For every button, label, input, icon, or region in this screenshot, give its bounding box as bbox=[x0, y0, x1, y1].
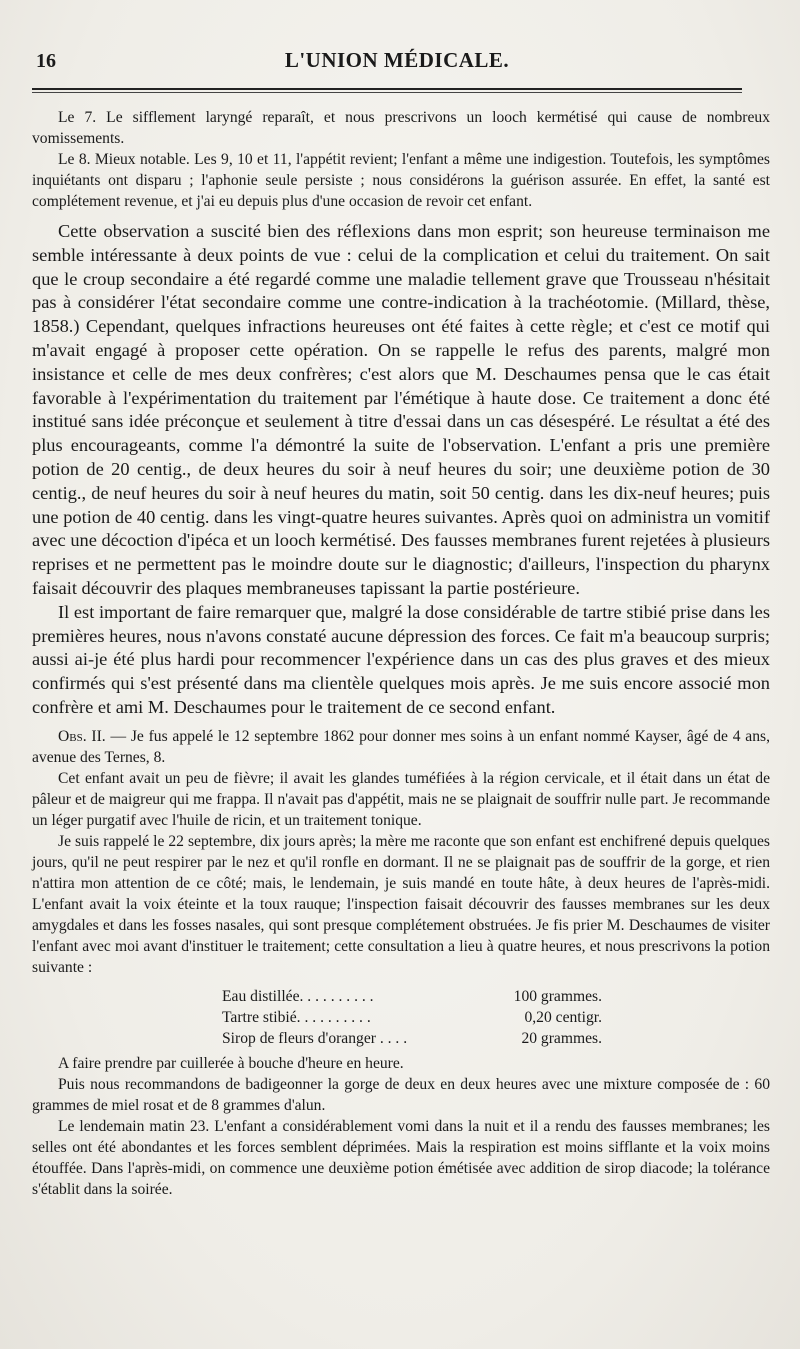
prescription-ingredient: Sirop de fleurs d'oranger . . . . bbox=[222, 1029, 408, 1047]
page-body bbox=[32, 107, 770, 1200]
paragraph-recalled: Je suis rappelé le 22 septembre, dix jours après; la mère me raconte que son enfant est enchifrené depuis quelques jours, qu'il ne peut respirer par le nez et qu'il ronfle en dormant. Il ne se plaignait pas de souffrir de la gorge, et rien n'attira mon attention de ce côté; mais, le lendemain, je suis mandé en toute hâte, à deux heures de l'après-midi. L'enfant avait la voix éteinte et la toux rauque; l'inspection faisait découvrir des fausses membranes sur les deux amygdales et dans les fosses nasales, qui sont presque complétement obstruées. Je fis prier M. Deschaumes de visiter l'enfant avec moi avant d'instituer le traitement; cette consultation a lieu à quatre heures, et nous prescrivons la potion suivante : bbox=[32, 832, 770, 976]
prescription-row bbox=[222, 1007, 602, 1028]
paragraph-badigeonner: Puis nous recommandons de badigeonner la gorge de deux en deux heures avec une mixture composée de : 60 grammes de miel rosat et de 8 grammes d'alun. bbox=[32, 1075, 770, 1114]
paragraph-next-morning: Le lendemain matin 23. L'enfant a considérablement vomi dans la nuit et il a rendu des fausses membranes; les selles ont été abondantes et les forces semblent déprimées. Mais la respiration est moins sifflante et la voix moins étouffée. Dans l'après-midi, on commence une deuxième potion émétisée avec addition de sirop diacode; la tolérance s'établit dans la soirée. bbox=[32, 1117, 770, 1198]
prescription-ingredient: Eau distillée. . . . . . . . . . bbox=[222, 987, 374, 1005]
page-header bbox=[32, 40, 762, 80]
paragraph-fever: Cet enfant avait un peu de fièvre; il avait les glandes tuméfiées à la région cervicale, et il était dans un état de pâleur et de maigreur qui me frappa. Il n'avait pas d'appétit, mais ne se plaignait de souffrir nulle part. Je recommande un léger purgatif avec l'huile de ricin, et un traitement tonique. bbox=[32, 769, 770, 829]
paragraph-day-7: Le 7. Le sifflement laryngé reparaît, et nous prescrivons un looch kermétisé qui cause de nombreux vomissements. bbox=[32, 109, 770, 147]
observation-heading-paragraph bbox=[32, 726, 770, 768]
paragraph-dosage: A faire prendre par cuillerée à bouche d'heure en heure. bbox=[58, 1054, 404, 1072]
observation-text: — Je fus appelé le 12 septembre 1862 pour donner mes soins à un enfant nommé Kayser, âgé de 4 ans, avenue des Ternes, 8. bbox=[32, 727, 770, 766]
paragraph-important: Il est important de faire remarquer que, malgré la dose considérable de tartre stibié prise dans les premières heures, nous n'avons constaté aucune dépression des forces. Ce fait m'a beaucoup surpris; aussi ai-je été plus hardi pour recommencer l'expérience dans un cas des plus graves et des mieux confirmés qui s'est présenté dans ma clientèle quelques mois après. Je me suis encore associé mon confrère et ami M. Deschaumes pour le traitement de ce second enfant. bbox=[32, 601, 770, 717]
prescription bbox=[222, 986, 602, 1049]
header-rule-thin bbox=[32, 92, 742, 93]
prescription-quantity: 100 grammes. bbox=[513, 987, 602, 1005]
header-rule bbox=[32, 88, 742, 90]
prescription-quantity: 0,20 centigr. bbox=[524, 1008, 602, 1026]
prescription-row bbox=[222, 986, 602, 1007]
prescription-ingredient: Tartre stibié. . . . . . . . . . bbox=[222, 1008, 371, 1026]
running-title: L'UNION MÉDICALE. bbox=[284, 48, 510, 72]
page-number: 16 bbox=[36, 50, 56, 72]
observation-label: Obs. II. bbox=[58, 727, 106, 745]
paragraph-reflections: Cette observation a suscité bien des réflexions dans mon esprit; son heureuse terminaison me semble intéressante à deux points de vue : celui de la complication et celui du traitement. On sait que le croup secondaire a été regardé comme une maladie tellement grave que Trousseau n'hésitait pas à considérer l'état secondaire comme une contre-indication à la trachéotomie. (Millard, thèse, 1858.) Cependant, quelques infractions heureuses ont été faites à cette règle; et c'est ce motif qui m'avait engagé à proposer cette opération. On se rappelle le refus des parents, malgré mon insistance et celle de mes deux confrères; c'est alors que M. Deschaumes pensa que le cas était favorable à l'expérimentation du traitement par l'émétique à haute dose. Ce traitement a donc été institué sans idée préconçue et seulement à titre d'essai dans un cas désespéré. Le résultat a été des plus encourageants, comme l'a démontré la suite de l'observation. L'enfant a pris une première potion de 20 centig., de deux heures du soir à neuf heures du soir; une deuxième potion de 30 centig., de neuf heures du soir à neuf heures du matin, soit 50 centig. dans les dix-neuf heures; puis une potion de 40 centig. dans les vingt-quatre heures suivantes. Après quoi on administra un vomitif avec une décoction d'ipéca et un looch kermétisé. Des fausses membranes furent rejetées à plusieurs reprises et ne permettent pas le moindre doute sur le diagnostic; d'ailleurs, l'inspection du pharynx faisait découvrir des plaques membraneuses tapissant la partie postérieure. bbox=[32, 221, 770, 598]
prescription-quantity: 20 grammes. bbox=[521, 1029, 602, 1047]
paragraph-day-8: Le 8. Mieux notable. Les 9, 10 et 11, l'appétit revient; l'enfant a même une indigestion. Toutefois, les symptômes inquiétants ont disparu ; l'aphonie seule persiste ; nous considérons la guérison assurée. En effet, la santé est complétement revenue, et j'ai eu depuis plus d'une occasion de revoir cet enfant. bbox=[32, 151, 770, 210]
prescription-row bbox=[222, 1028, 602, 1049]
